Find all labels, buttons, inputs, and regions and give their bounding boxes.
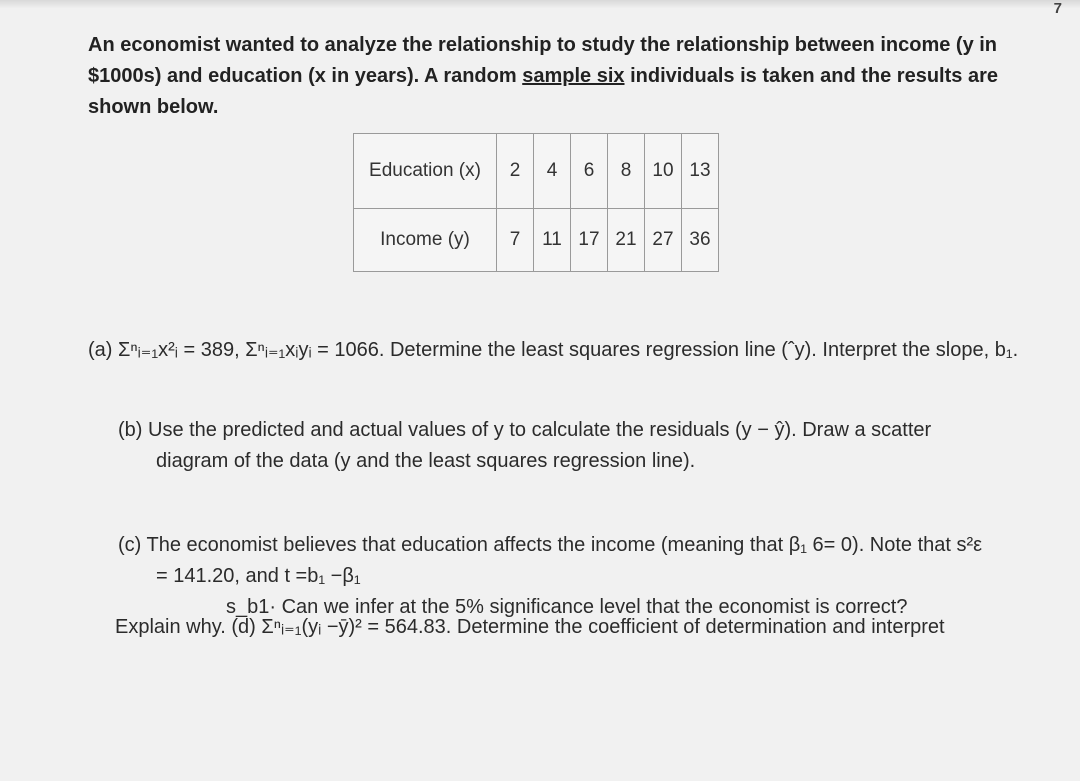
intro-sample-link: sample six	[522, 65, 625, 87]
table-row	[354, 134, 719, 209]
data-table	[353, 133, 719, 272]
part-b-text	[118, 415, 931, 477]
problem-intro	[88, 30, 998, 123]
intro-line-2	[88, 61, 998, 92]
income-value: 36	[682, 209, 719, 272]
page-edge	[0, 0, 1080, 8]
part-b-line-1: (b) Use the predicted and actual values of y to calculate the residuals (y − ŷ). Draw a scatter	[118, 419, 932, 441]
education-value: 4	[534, 134, 571, 209]
income-value: 27	[645, 209, 682, 272]
part-c-line-1: (c) The economist believes that education affects the income (meaning that β₁ 6= 0). Note that s²ε	[118, 534, 983, 556]
income-value: 21	[608, 209, 645, 272]
income-value: 7	[497, 209, 534, 272]
education-value: 13	[682, 134, 719, 209]
education-value: 6	[571, 134, 608, 209]
income-value: 11	[534, 209, 571, 272]
part-c-text	[118, 530, 982, 623]
part-b-line-2: diagram of the data (y and the least squares regression line).	[156, 450, 696, 472]
table-row	[354, 209, 719, 272]
education-value: 8	[608, 134, 645, 209]
education-value: 10	[645, 134, 682, 209]
intro-line-2-b: individuals is taken and the results are	[624, 65, 998, 87]
part-c-line-2: = 141.20, and t =b₁ −β₁	[156, 565, 361, 587]
part-a-text: (a) Σⁿᵢ₌₁x²ᵢ = 389, Σⁿᵢ₌₁xᵢyᵢ = 1066. Determine the least squares regression line (ˆy). Interpret the slope, b₁.	[88, 339, 1019, 361]
income-value: 17	[571, 209, 608, 272]
intro-line-1: An economist wanted to analyze the relationship to study the relationship between income (y in	[88, 34, 998, 56]
page-corner-number: 7	[1053, 0, 1062, 17]
intro-line-2-a: $1000s) and education (x in years). A random	[88, 65, 523, 87]
education-label: Education (x)	[354, 134, 497, 209]
education-value: 2	[497, 134, 534, 209]
part-d-text: Explain why. (d) Σⁿᵢ₌₁(yᵢ −ȳ)² = 564.83. Determine the coefficient of determination and interpret	[115, 616, 945, 638]
intro-line-3: shown below.	[88, 96, 219, 118]
part-c-line-3: s_b1· Can we infer at the 5% significance level that the economist is correct?	[226, 596, 908, 618]
income-label: Income (y)	[354, 209, 497, 272]
